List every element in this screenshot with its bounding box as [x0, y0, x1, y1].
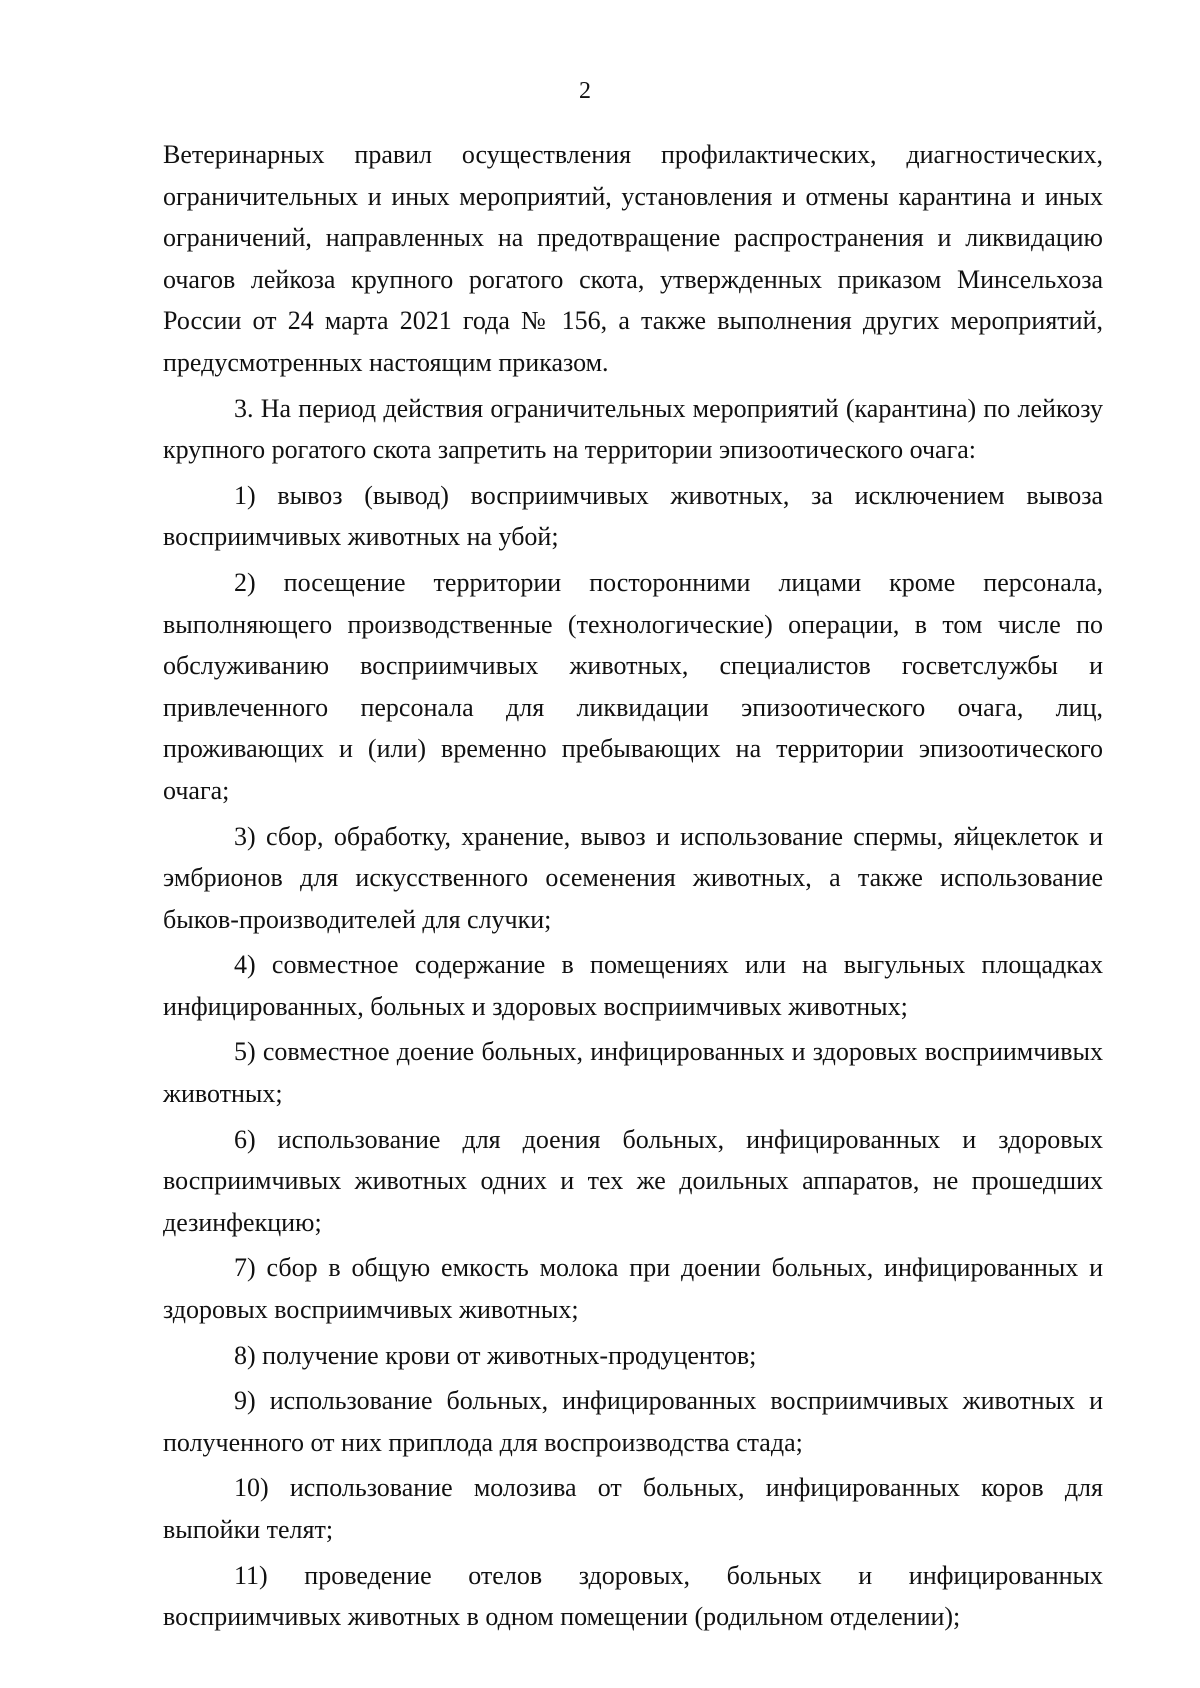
list-item-11: 11) проведение отелов здоровых, больных и инфицированных восприимчивых животных в одном помещении (родильном отделении);	[163, 1560, 1103, 1632]
list-item-8: 8) получение крови от животных-продуцентов;	[234, 1340, 757, 1370]
list-item-10: 10) использование молозива от больных, инфицированных коров для выпойки телят;	[163, 1473, 1103, 1544]
list-item-2: 2) посещение территории посторонними лицами кроме персонала, выполняющего производственные (технологические) операции, в том числе по обслуживанию восприимчивых животных, специалистов госветслужбы и привлеченного персонала для ликвидации эпизоотического очага, лиц, проживающих и (или) временно пребывающих на территории эпизоотического очага;	[163, 567, 1103, 805]
page-number: 2	[579, 78, 591, 104]
list-item-3: 3) сбор, обработку, хранение, вывоз и использование спермы, яйцеклеток и эмбрионов для искусственного осеменения животных, а также использование быков-производителей для случки;	[163, 821, 1103, 934]
list-item-9: 9) использование больных, инфицированных восприимчивых животных и полученного от них приплода для воспроизводства стада;	[163, 1386, 1103, 1457]
list-item-4: 4) совместное содержание в помещениях или на выгульных площадках инфицированных, больных и здоровых восприимчивых животных;	[163, 950, 1103, 1021]
list-item-5: 5) совместное доение больных, инфицированных и здоровых восприимчивых животных;	[163, 1037, 1103, 1109]
list-item-6: 6) использование для доения больных, инфицированных и здоровых восприимчивых животных одних и тех же доильных аппаратов, не прошедших дезинфекцию;	[163, 1124, 1103, 1237]
paragraph-item-3: 3. На период действия ограничительных мероприятий (карантина) по лейкозу крупного рогатого скота запретить на территории эпизоотического очага:	[163, 393, 1103, 465]
list-item-7: 7) сбор в общую емкость молока при доении больных, инфицированных и здоровых восприимчивых животных;	[163, 1253, 1103, 1325]
document-body	[163, 134, 1103, 1638]
list-item-1: 1) вывоз (вывод) восприимчивых животных, за исключением вывоза восприимчивых животных на убой;	[163, 480, 1103, 552]
paragraph-continuation: Ветеринарных правил осуществления профилактических, диагностических, ограничительных и иных мероприятий, установления и отмены карантина и иных ограничений, направленных на предотвращение распространения и ликвидацию очагов лейкоза крупного рогатого скота, утвержденных приказом Минсельхоза России от 24 марта 2021 года № 156, а также выполнения других мероприятий, предусмотренных настоящим приказом.	[163, 140, 1103, 377]
